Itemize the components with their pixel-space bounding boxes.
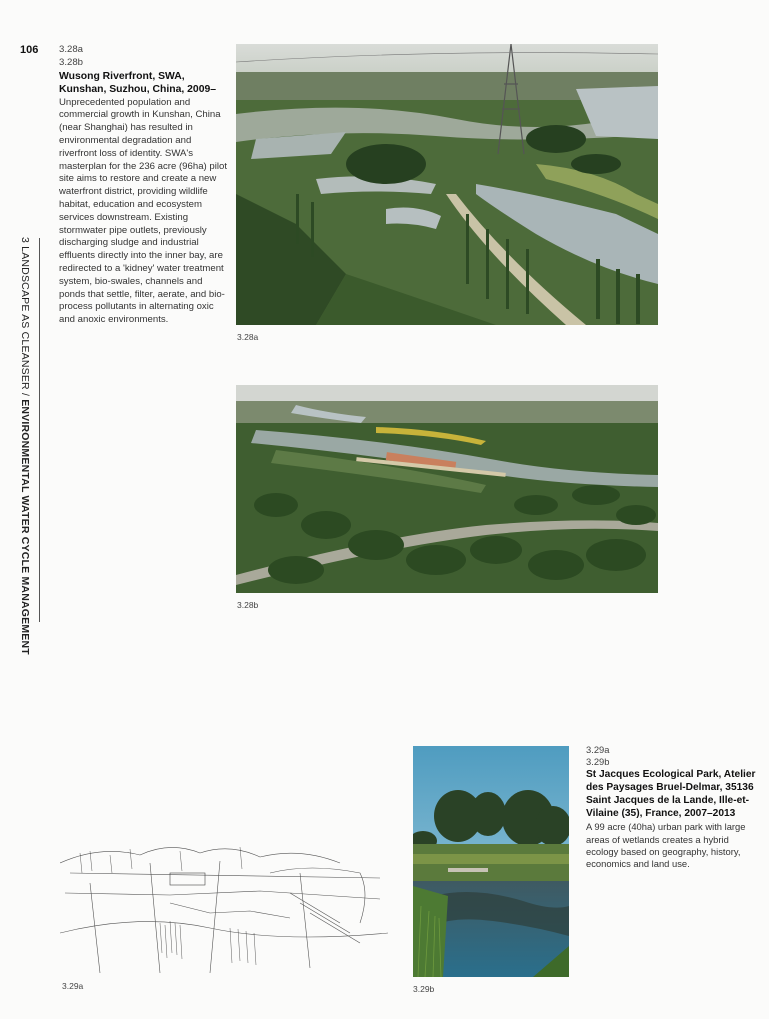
figure-label: 3.28a — [237, 332, 259, 342]
figure-ref: 3.28a — [59, 44, 84, 55]
caption-title: St Jacques Ecological Park, Atelier des Paysages Bruel-Delmar, 35136 Saint Jacques de la Lande, Ille-et-Vilaine (35), France, 2007–2013 — [586, 769, 756, 820]
running-head — [18, 237, 32, 655]
running-head-rule — [39, 238, 40, 622]
st-jacques-caption — [586, 744, 758, 870]
sketch-st-jacques — [60, 833, 388, 973]
chapter-label: 3 LANDSCAPE AS CLEANSER / — [19, 237, 31, 400]
wusong-caption — [59, 44, 231, 327]
caption-title: Wusong Riverfront, SWA, Kunshan, Suzhou, China, 2009– — [59, 70, 217, 95]
page-number: 106 — [20, 44, 39, 56]
caption-body: Unprecedented population and commercial growth in Kunshan, China (near Shanghai) has resulted in environmental degradation and riverfront loss of identity. SWA's masterplan for the 236 acre (96ha) pilot site aims to restore and create a new waterfront district, providing wildlife habitat, education and ecosystem services downstream. Existing stormwater pipe outlets, previously discharging sludge and industrial effluents directly into the inner bay, are redirected to a 'kidney' water treatment system, bio-swales, channels and ponds that settle, filter, aerate, and bio-process pollutants in alternating oxic and anoxic environments. — [59, 96, 227, 326]
caption-body: A 99 acre (40ha) urban park with large areas of wetlands creates a hybrid ecology based on geography, history, economics and land use. — [586, 821, 746, 870]
figure-label: 3.29b — [413, 984, 435, 994]
figure-ref: 3.29a — [586, 744, 610, 755]
photo-wusong-aerial-b — [236, 385, 658, 593]
figure-ref: 3.29b — [586, 756, 610, 768]
photo-st-jacques-pond — [413, 746, 569, 977]
section-label: ENVIRONMENTAL WATER CYCLE MANAGEMENT — [19, 399, 31, 655]
figure-ref: 3.28b — [59, 56, 84, 68]
photo-wusong-aerial-a — [236, 44, 658, 325]
figure-label: 3.28b — [237, 600, 259, 610]
figure-label: 3.29a — [62, 981, 84, 991]
